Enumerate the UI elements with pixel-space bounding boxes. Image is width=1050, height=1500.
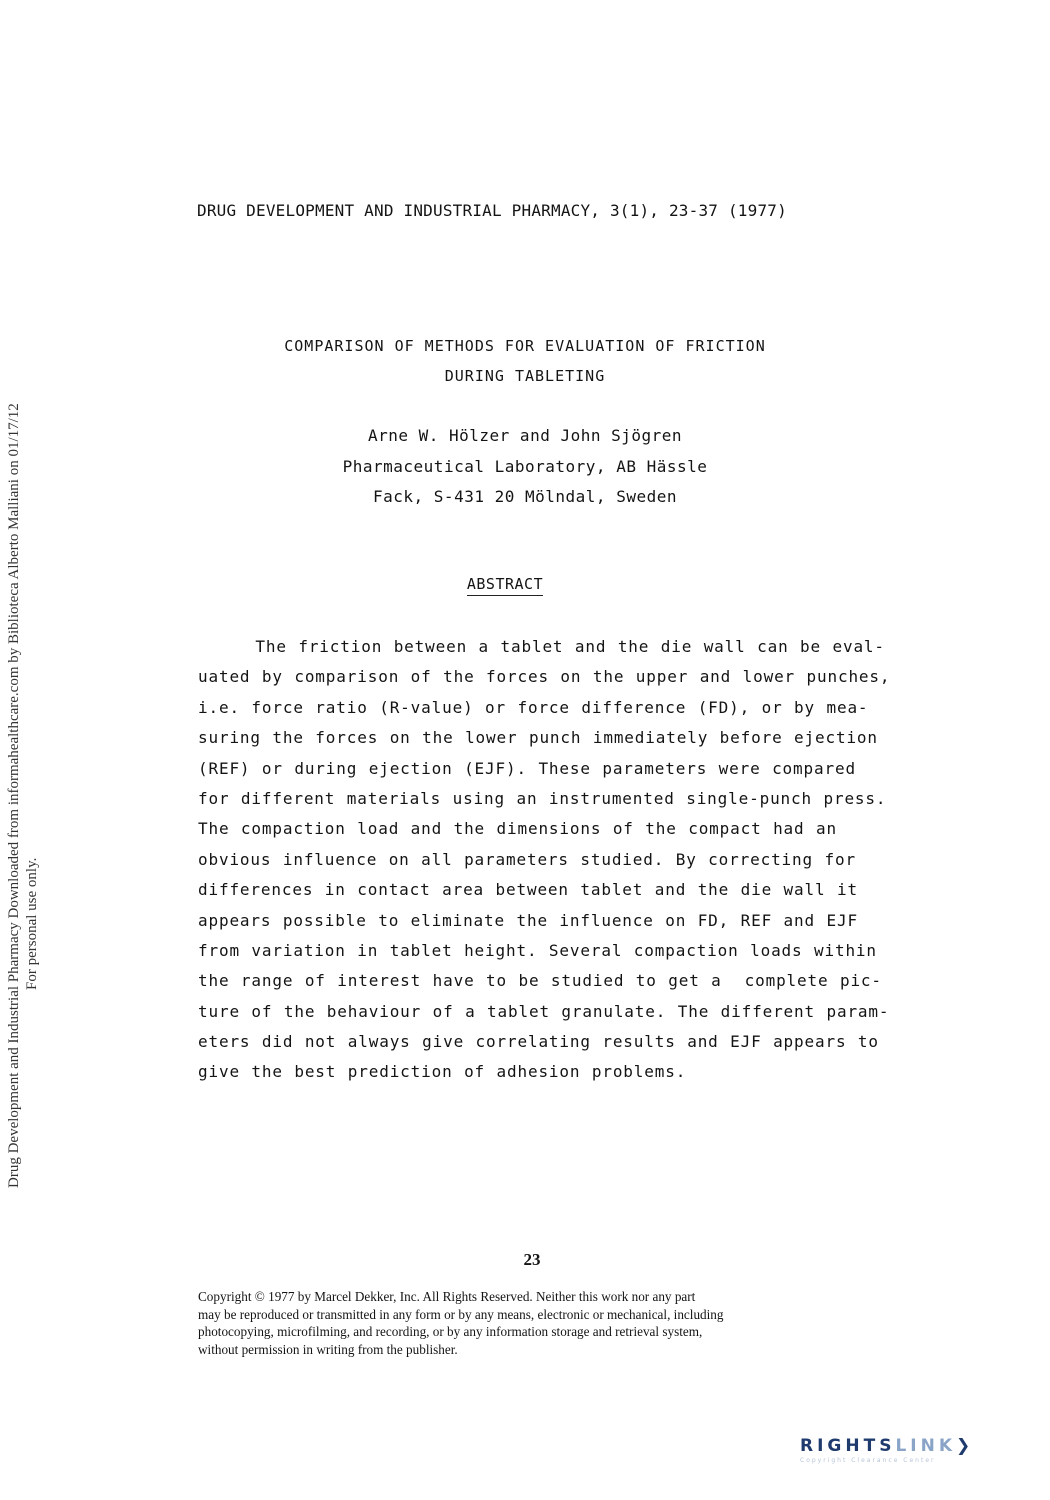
abstract-line: suring the forces on the lower punch immediately before ejection: [198, 728, 878, 748]
abstract-line: i.e. force ratio (R-value) or force difference (FD), or by mea-: [198, 697, 869, 717]
title-line-2: DURING TABLETING: [444, 367, 606, 385]
abstract-line: from variation in tablet height. Several compaction loads within: [198, 940, 877, 960]
copyright-line: photocopying, microfilming, and recording, or by any information storage and retrieval system,: [198, 1324, 703, 1339]
copyright-line: Copyright © 1977 by Marcel Dekker, Inc. All Rights Reserved. Neither this work nor any part: [198, 1289, 696, 1304]
download-watermark: [0, 0, 60, 1500]
journal-citation-header: DRUG DEVELOPMENT AND INDUSTRIAL PHARMACY, 3(1), 23-37 (1977): [197, 201, 787, 220]
author-address: Fack, S-431 20 Mölndal, Sweden: [373, 487, 677, 506]
abstract-line: (REF) or during ejection (EJF). These parameters were compared: [198, 758, 856, 778]
abstract-heading: [440, 575, 570, 593]
author-names: Arne W. Hölzer and John Sjögren: [367, 426, 683, 445]
abstract-line: give the best prediction of adhesion problems.: [198, 1062, 687, 1082]
page-number: 23: [523, 1250, 541, 1269]
rightslink-word-link: LINK: [895, 1436, 956, 1456]
copyright-notice: [198, 1288, 868, 1358]
abstract-line: for different materials using an instrumented single-punch press.: [198, 788, 887, 808]
abstract-body: [198, 632, 891, 1088]
author-affiliation: Pharmaceutical Laboratory, AB Hässle: [342, 456, 708, 476]
article-title: [260, 331, 790, 391]
rightslink-word-rights: RIGHTS: [800, 1436, 896, 1456]
copyright-line: without permission in writing from the publisher.: [198, 1341, 458, 1357]
abstract-line: uated by comparison of the forces on the upper and lower punches,: [198, 667, 891, 687]
abstract-line: obvious influence on all parameters studied. By correcting for: [198, 849, 856, 869]
rightslink-arrow-icon: ❯: [956, 1436, 975, 1456]
abstract-line: eters did not always give correlating results and EJF appears to: [198, 1032, 879, 1052]
abstract-line: differences in contact area between tablet and the die wall it: [198, 880, 858, 900]
abstract-line: ture of the behaviour of a tablet granulate. The different param-: [198, 1001, 890, 1021]
title-line-1: COMPARISON OF METHODS FOR EVALUATION OF FRICTION: [284, 337, 766, 355]
rightslink-tagline: Copyright Clearance Center: [800, 1457, 936, 1464]
abstract-line: The friction between a tablet and the die wall can be eval-: [198, 637, 885, 656]
abstract-heading-text: ABSTRACT: [467, 575, 543, 596]
abstract-line: the range of interest have to be studied to get a complete pic-: [198, 971, 882, 991]
watermark-source-line: Drug Development and Industrial Pharmacy Downloaded from informahealthcare.com by Biblioteca Alberto Malliani on 01/17/12: [6, 403, 22, 1188]
copyright-line: may be reproduced or transmitted in any form or by any means, electronic or mechanical, including: [198, 1306, 724, 1322]
author-block: [300, 421, 750, 513]
watermark-usage-line: For personal use only.: [24, 857, 40, 990]
rightslink-logo[interactable]: [800, 1436, 1030, 1476]
rightslink-wordmark: [800, 1436, 1030, 1456]
abstract-line: The compaction load and the dimensions of the compact had an: [198, 819, 837, 839]
abstract-line: appears possible to eliminate the influence on FD, REF and EJF: [198, 910, 858, 930]
